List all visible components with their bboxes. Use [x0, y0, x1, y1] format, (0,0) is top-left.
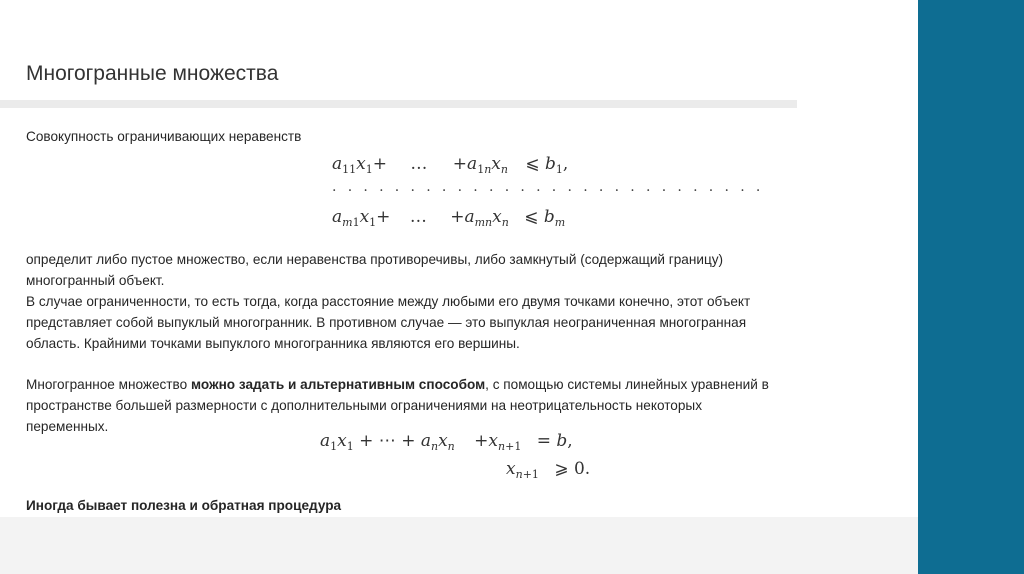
inequality-dots-row: . . . . . . . . . . . . . . . . . . . . . . . . . . . . [332, 179, 764, 195]
paragraph-1-line-4: представляет собой выпуклый многогранник. В противном случае — это выпуклая неограниченная многогранная [26, 315, 747, 330]
paragraph-1-line-1: определит либо пустое множество, если неравенства противоречивы, либо замкнутый (содержащий границу) [26, 252, 724, 267]
intro-text: Совокупность ограничивающих неравенств [26, 129, 302, 144]
inequality-row-1: $a_{11}x_1+$ … $+a_{1n}x_n$ ⩽ $b_1$, [332, 154, 569, 176]
title-underline [0, 100, 797, 108]
bottom-band [0, 517, 918, 574]
closing-text [26, 495, 341, 516]
paragraph-2-line-1 [26, 374, 769, 395]
paragraph-2-line-2: пространстве большей размерности с дополнительными ограничениями на неотрицательность некоторых [26, 398, 702, 413]
paragraph-2-text-b: , с помощью системы линейных уравнений в [485, 377, 769, 392]
paragraph-2-line-3: переменных. [26, 419, 109, 434]
paragraph-1-line-3: В случае ограниченности, то есть тогда, когда расстояние между любыми его двумя точками конечно, этот объект [26, 294, 751, 309]
equation-row-2: $x_{n+1}$ ⩾ 0. [506, 459, 591, 481]
closing-bold: Иногда бывает полезна и обратная процедура [26, 498, 342, 513]
paragraph-1-line-2: многогранный объект. [26, 273, 165, 288]
paragraph-2-bold: можно задать и альтернативным способом [190, 377, 486, 392]
accent-sidebar [918, 0, 1024, 574]
equation-row-1: $a_1x_1$ + ⋯ + $a_nx_n +x_{n+1} = b$, [320, 431, 573, 453]
inequality-row-2: $a_{m1}x_1+$ … $+a_{mn}x_n$ ⩽ $b_m$ [332, 207, 566, 229]
paragraph-2-text-a: Многогранное множество [26, 377, 191, 392]
slide-title: Многогранные множества [26, 62, 279, 85]
paragraph-1-line-5: область. Крайними точками выпуклого многогранника являются его вершины. [26, 336, 520, 351]
